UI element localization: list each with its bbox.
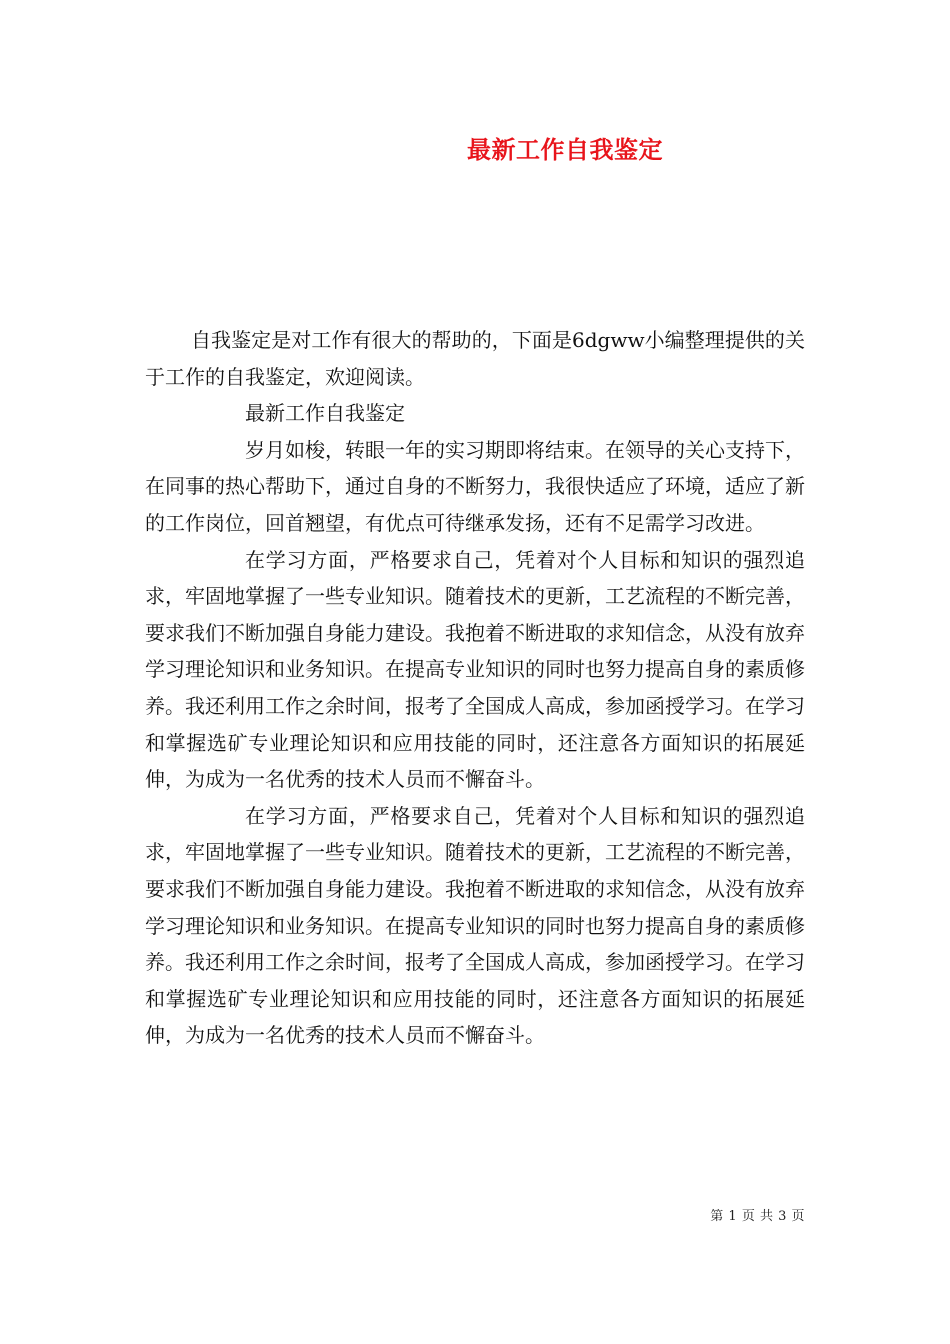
body-paragraph-3: 在学习方面，严格要求自己，凭着对个人目标和知识的强烈追求，牢固地掌握了一些专业知识。随着技术的更新，工艺流程的不断完善，要求我们不断加强自身能力建设。我抱着不断进取的求知信念，从没有放弃学习理论知识和业务知识。在提高专业知识的同时也努力提高自身的素质修养。我还利用工作之余时间，报考了全国成人高成，参加函授学习。在学习和掌握选矿专业理论知识和应用技能的同时，还注意各方面知识的拓展延伸，为成为一名优秀的技术人员而不懈奋斗。 — [145, 803, 805, 1048]
intro-paragraph: 自我鉴定是对工作有很大的帮助的，下面是6dgww小编整理提供的关于工作的自我鉴定，欢迎阅读。 — [145, 328, 805, 389]
body-paragraph-1: 岁月如梭，转眼一年的实习期即将结束。在领导的关心支持下，在同事的热心帮助下，通过自身的不断努力，我很快适应了环境，适应了新的工作岗位，回首翘望，有优点可待继承发扬，还有不足需学习改进。 — [145, 437, 805, 535]
document-title: 最新工作自我鉴定 — [467, 135, 663, 164]
body-paragraph-2: 在学习方面，严格要求自己，凭着对个人目标和知识的强烈追求，牢固地掌握了一些专业知识。随着技术的更新，工艺流程的不断完善，要求我们不断加强自身能力建设。我抱着不断进取的求知信念，从没有放弃学习理论知识和业务知识。在提高专业知识的同时也努力提高自身的素质修养。我还利用工作之余时间，报考了全国成人高成，参加函授学习。在学习和掌握选矿专业理论知识和应用技能的同时，还注意各方面知识的拓展延伸，为成为一名优秀的技术人员而不懈奋斗。 — [145, 547, 805, 792]
section-heading: 最新工作自我鉴定 — [245, 401, 405, 426]
document-body — [145, 322, 805, 1054]
page-number-footer: 第 1 页 共 3 页 — [710, 1209, 805, 1224]
